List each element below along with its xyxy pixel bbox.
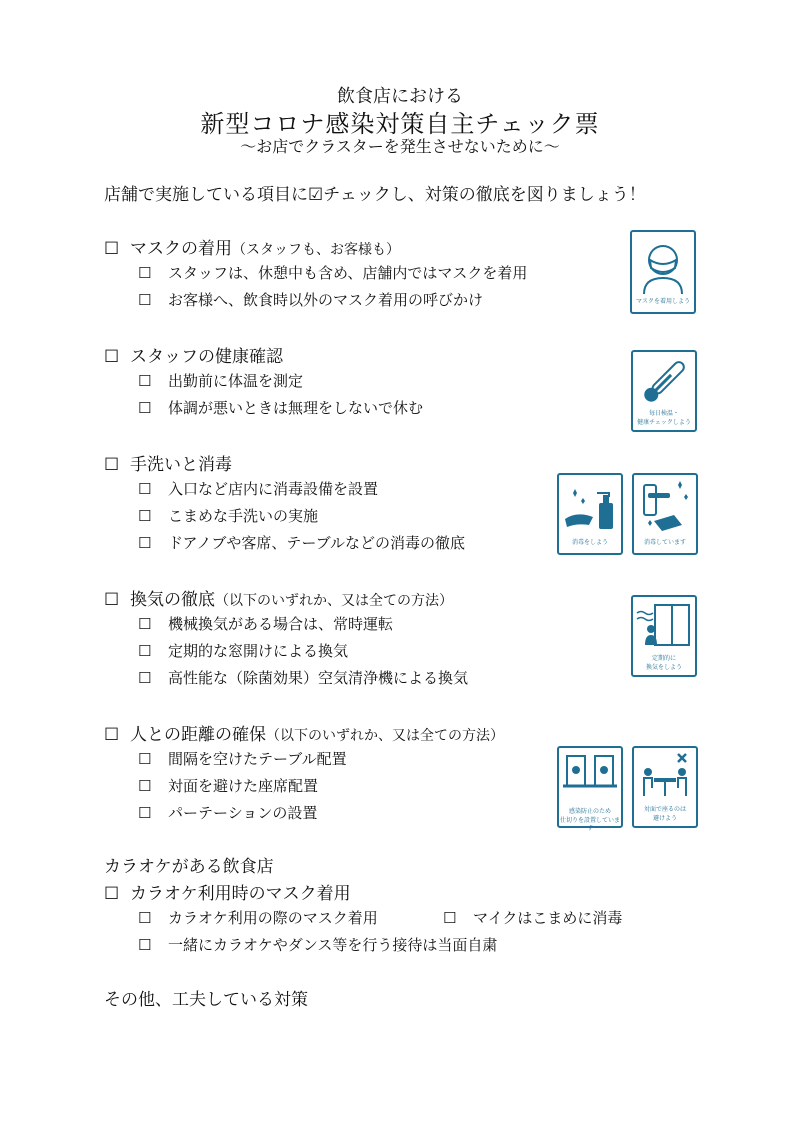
list-item: ☐ ドアノブや客席、テーブルなどの消毒の徹底 <box>138 534 466 552</box>
list-item: ☐ 体調が悪いときは無理をしないで休む <box>138 399 424 417</box>
disinfect-pictogram <box>632 473 698 555</box>
checkbox[interactable]: ☐ <box>104 725 120 745</box>
pictogram-caption: 感染防止のため <box>568 808 611 815</box>
section-handwash <box>104 450 232 475</box>
section-mask <box>104 234 400 259</box>
list-item: ☐ マイクはこまめに消毒 <box>443 909 623 927</box>
mask-pictogram <box>630 230 696 314</box>
checkbox[interactable]: ☐ <box>138 534 152 552</box>
page-subtitle: ～お店でクラスターを発生させないために～ <box>240 137 560 156</box>
list-item: ☐ スタッフは、休憩中も含め、店舗内ではマスクを着用 <box>138 264 528 282</box>
checkbox[interactable]: ☐ <box>138 480 152 498</box>
checkbox[interactable]: ☐ <box>138 615 152 633</box>
pictogram-caption: 毎日検温・ <box>648 410 679 417</box>
checkbox[interactable]: ☐ <box>104 239 120 259</box>
section-note: （以下のいずれか、又は全ての方法） <box>215 593 453 609</box>
section-health <box>104 342 283 367</box>
list-item: ☐ 間隔を空けたテーブル配置 <box>138 750 347 768</box>
list-item: ☐ 一緒にカラオケやダンス等を行う接待は当面自粛 <box>138 936 498 954</box>
section-title: カラオケ利用時のマスク着用 <box>130 884 351 904</box>
seating-pictogram <box>632 746 698 828</box>
list-item: ☐ パーテーションの設置 <box>138 804 318 822</box>
other-measures-heading: その他、工夫している対策 <box>104 990 308 1010</box>
list-item: ☐ 定期的な窓開けによる換気 <box>138 642 349 660</box>
section-ventilation <box>104 585 453 610</box>
pictogram-caption: 消毒をしよう <box>571 539 608 546</box>
ventilation-pictogram <box>631 595 697 677</box>
intro-text: 店舗で実施している項目に☑チェックし、対策の徹底を図りましょう！ <box>104 185 646 205</box>
pictogram-caption: 対面で座るのは <box>643 806 686 813</box>
checkbox[interactable]: ☐ <box>138 372 152 390</box>
pictogram-caption: 健康チェックしよう <box>637 419 691 426</box>
checkbox[interactable]: ☐ <box>138 669 152 687</box>
section-note: （スタッフも、お客様も） <box>232 242 400 258</box>
checkbox[interactable]: ☐ <box>138 642 152 660</box>
list-item: ☐ こまめな手洗いの実施 <box>138 507 319 525</box>
section-title: 手洗いと消毒 <box>130 455 232 475</box>
checkbox[interactable]: ☐ <box>104 884 120 904</box>
checkbox[interactable]: ☐ <box>138 804 152 822</box>
pictogram-caption: 定期的に <box>651 655 676 662</box>
list-item: ☐ 入口など店内に消毒設備を設置 <box>138 480 379 498</box>
pictogram-caption: 避けよう <box>652 815 677 822</box>
list-item: ☐ 出勤前に体温を測定 <box>138 372 304 390</box>
pictogram-caption: 仕切りを設置しています <box>559 817 620 832</box>
list-item: ☐ 対面を避けた座席配置 <box>138 777 319 795</box>
checkbox[interactable]: ☐ <box>138 909 152 927</box>
checkbox[interactable]: ☐ <box>104 590 120 610</box>
checkbox[interactable]: ☐ <box>104 455 120 475</box>
checkbox[interactable]: ☐ <box>138 264 152 282</box>
checkbox[interactable]: ☐ <box>104 347 120 367</box>
list-item: ☐ 高性能な（除菌効果）空気清浄機による換気 <box>138 669 469 687</box>
section-title: 人との距離の確保 <box>130 725 266 745</box>
checkbox[interactable]: ☐ <box>138 777 152 795</box>
section-title: マスクの着用 <box>130 239 232 259</box>
checkbox[interactable]: ☐ <box>138 507 152 525</box>
list-item: ☐ お客様へ、飲食時以外のマスク着用の呼びかけ <box>138 291 484 309</box>
checkbox[interactable]: ☐ <box>443 909 457 927</box>
list-item: ☐ 機械換気がある場合は、常時運転 <box>138 615 394 633</box>
checkbox[interactable]: ☐ <box>138 936 152 954</box>
partition-pictogram <box>557 746 623 832</box>
karaoke-heading: カラオケがある飲食店 <box>104 857 274 877</box>
section-title: 換気の徹底 <box>130 590 215 610</box>
section-note: （以下のいずれか、又は全ての方法） <box>266 728 504 744</box>
checkbox[interactable]: ☐ <box>138 399 152 417</box>
page-title: 新型コロナ感染対策自主チェック票 <box>200 110 600 138</box>
list-item: ☐ カラオケ利用の際のマスク着用 <box>138 909 378 927</box>
checkbox[interactable]: ☐ <box>138 750 152 768</box>
pictogram-caption: 消毒しています <box>643 539 686 546</box>
title-line1: 飲食店における <box>337 86 463 107</box>
sanitize-pictogram <box>557 473 623 555</box>
section-karaoke <box>104 879 351 904</box>
pictogram-caption: 換気をしよう <box>645 664 682 671</box>
checkbox[interactable]: ☐ <box>138 291 152 309</box>
thermometer-pictogram <box>631 350 697 432</box>
section-distance <box>104 720 504 745</box>
section-title: スタッフの健康確認 <box>130 347 283 367</box>
pictogram-caption: マスクを着用しよう <box>635 298 690 305</box>
